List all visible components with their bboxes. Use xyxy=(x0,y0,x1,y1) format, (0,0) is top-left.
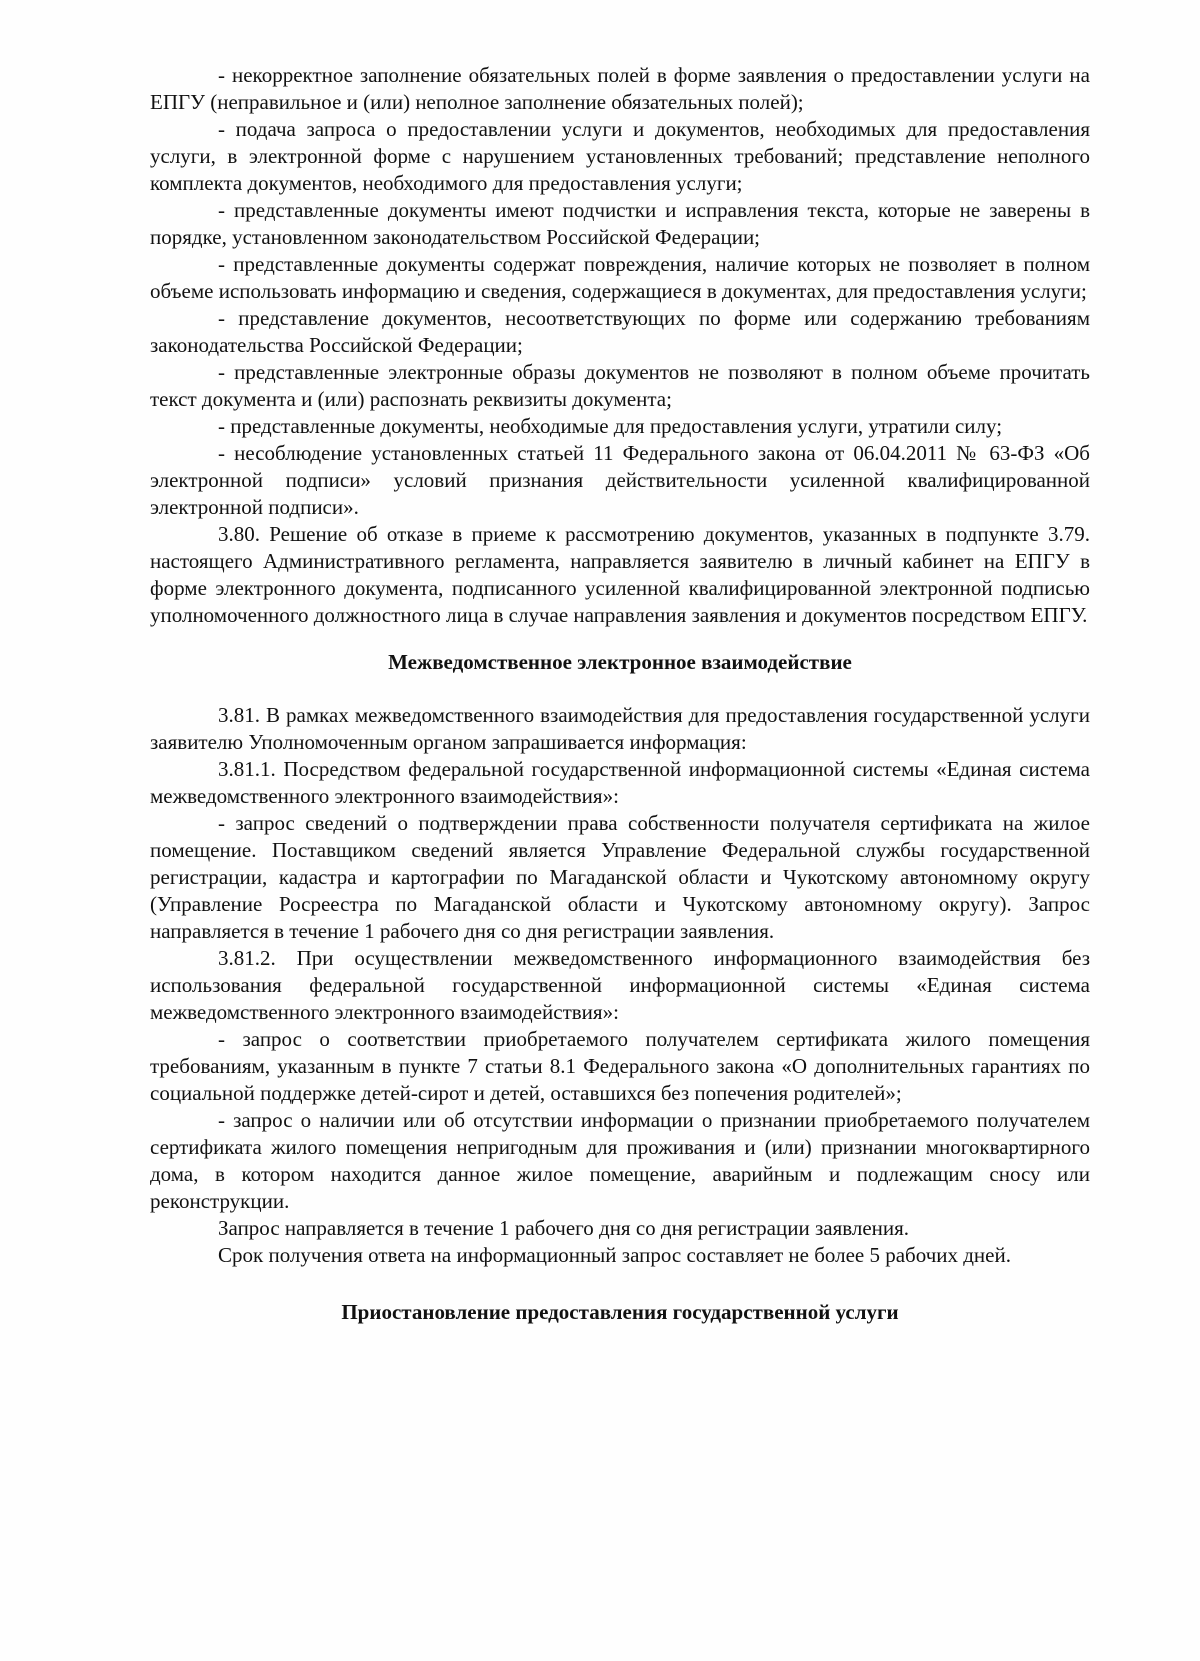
heading-interagency-interaction: Межведомственное электронное взаимодействие xyxy=(388,650,852,674)
paragraph-expired-documents: - представленные документы, необходимые для предоставления услуги, утратили силу; xyxy=(218,414,1003,438)
paragraph-nonconforming-documents: - представление документов, несоответствующих по форме или содержанию требованиям законодательства Российской Федерации; xyxy=(150,306,1090,357)
paragraph-housing-requirements-request: - запрос о соответствии приобретаемого получателем сертификата жилого помещения требованиям, указанным в пункте 7 статьи 8.1 Федерального закона «О дополнительных гарантиях по социальной поддержке детей-сирот и детей, оставшихся без попечения родителей»; xyxy=(150,1027,1090,1105)
paragraph-3-81: 3.81. В рамках межведомственного взаимодействия для предоставления государственной услуги заявителю Уполномоченным органом запрашивается информация: xyxy=(150,703,1090,754)
document-body xyxy=(150,62,1090,1326)
paragraph-request-timing: Запрос направляется в течение 1 рабочего дня со дня регистрации заявления. xyxy=(218,1216,910,1240)
paragraph-unreadable-images: - представленные электронные образы документов не позволяют в полном объеме прочитать текст документа и (или) распознать реквизиты документа; xyxy=(150,360,1090,411)
paragraph-erasures-corrections: - представленные документы имеют подчистки и исправления текста, которые не заверены в порядке, установленном законодательством Российской Федерации; xyxy=(150,198,1090,249)
paragraph-electronic-submission-violation: - подача запроса о предоставлении услуги и документов, необходимых для предоставления услуги, в электронной форме с нарушением установленных требований; представление неполного комплекта документов, необходимого для предоставления услуги; xyxy=(150,117,1090,195)
paragraph-signature-noncompliance: - несоблюдение установленных статьей 11 Федерального закона от 06.04.2011 № 63-ФЗ «Об электронной подписи» условий признания действительности усиленной квалифицированной электронной подписи». xyxy=(150,441,1090,519)
paragraph-3-81-2: 3.81.2. При осуществлении межведомственного информационного взаимодействия без использования федеральной государственной информационной системы «Единая система межведомственного электронного взаимодействия»: xyxy=(150,946,1090,1024)
paragraph-unfit-housing-request: - запрос о наличии или об отсутствии информации о признании приобретаемого получателем сертификата жилого помещения непригодным для проживания и (или) признании многоквартирного дома, в котором находится данное жилое помещение, аварийным и подлежащим сносу или реконструкции. xyxy=(150,1108,1090,1213)
paragraph-3-81-1: 3.81.1. Посредством федеральной государственной информационной системы «Единая система межведомственного электронного взаимодействия»: xyxy=(150,757,1090,808)
paragraph-invalid-fields: - некорректное заполнение обязательных полей в форме заявления о предоставлении услуги на ЕПГУ (неправильное и (или) неполное заполнение обязательных полей); xyxy=(150,63,1090,114)
paragraph-damaged-documents: - представленные документы содержат повреждения, наличие которых не позволяет в полном объеме использовать информацию и сведения, содержащиеся в документах, для предоставления услуги; xyxy=(150,252,1090,303)
heading-service-suspension: Приостановление предоставления государственной услуги xyxy=(341,1300,899,1324)
paragraph-3-80: 3.80. Решение об отказе в приеме к рассмотрению документов, указанных в подпункте 3.79. настоящего Административного регламента, направляется заявителю в личный кабинет на ЕПГУ в форме электронного документа, подписанного усиленной квалифицированной электронной подписью уполномоченного должностного лица в случае направления заявления и документов посредством ЕПГУ. xyxy=(150,522,1090,627)
paragraph-ownership-request: - запрос сведений о подтверждении права собственности получателя сертификата на жилое помещение. Поставщиком сведений является Управление Федеральной службы государственной регистрации, кадастра и картографии по Магаданской области и Чукотскому автономному округу (Управление Росреестра по Магаданской области и Чукотскому автономному округу). Запрос направляется в течение 1 рабочего дня со дня регистрации заявления. xyxy=(150,811,1090,943)
paragraph-response-deadline: Срок получения ответа на информационный запрос составляет не более 5 рабочих дней. xyxy=(218,1243,1011,1267)
